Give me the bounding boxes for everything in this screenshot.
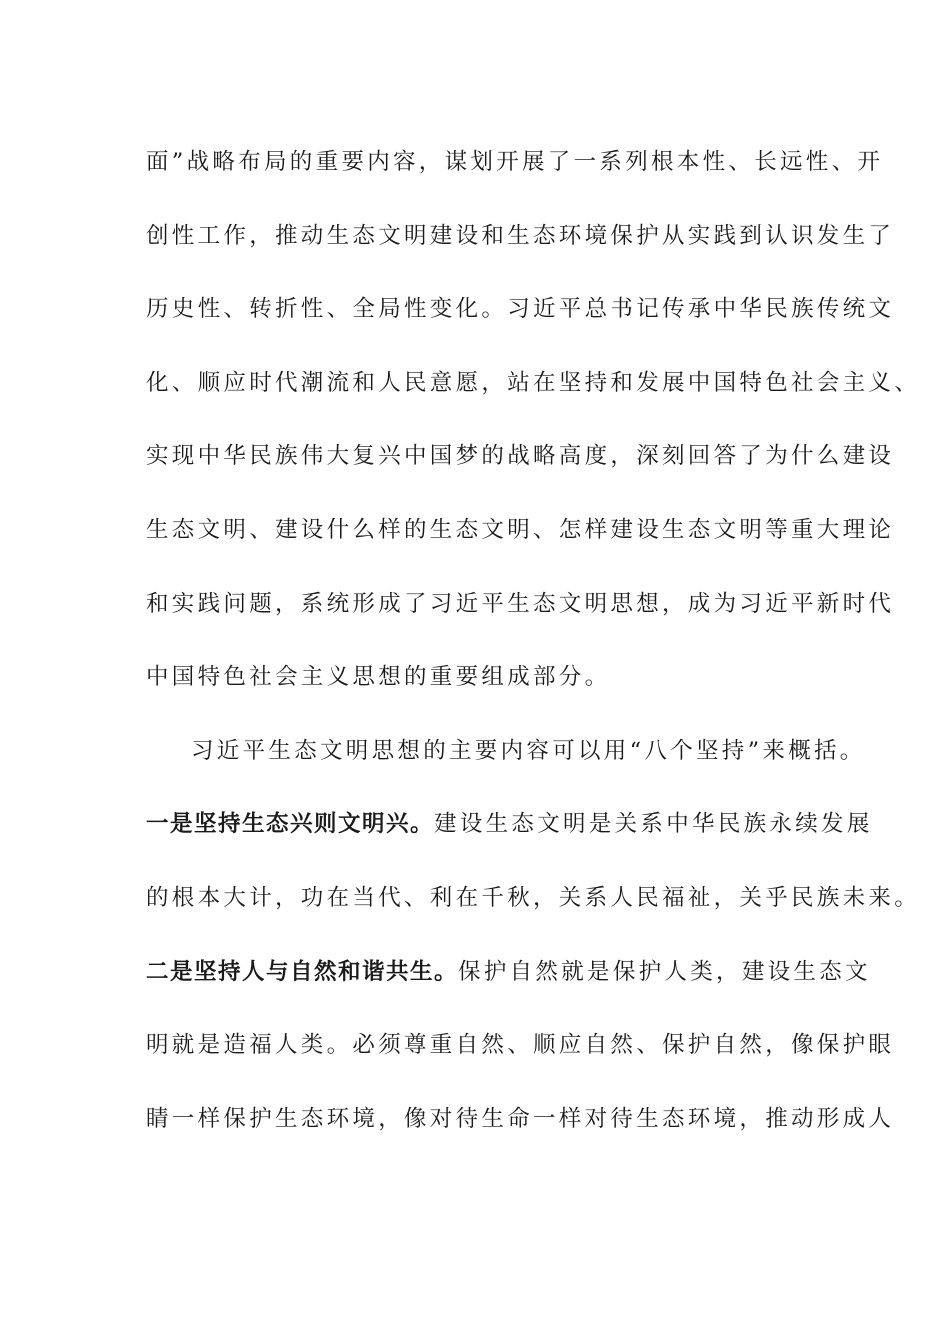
text-line: 生态文明、建设什么样的生态文明、怎样建设生态文明等重大理论 — [146, 516, 895, 543]
text-line: 实现中华民族伟大复兴中国梦的战略高度，深刻回答了为什么建设 — [146, 443, 895, 470]
text-line: 创性工作，推动生态文明建设和生态环境保护从实践到认识发生了 — [146, 222, 895, 249]
text-line: 和实践问题，系统形成了习近平生态文明思想，成为习近平新时代 — [146, 590, 895, 617]
text-line-with-heading — [146, 936, 871, 1010]
text-line: 面”战略布局的重要内容，谋划开展了一系列根本性、长远性、开 — [146, 149, 884, 175]
paragraph-intro-line: 习近平生态文明思想的主要内容可以用“八个坚持”来概括。 — [191, 737, 866, 764]
bold-heading-1: 一是坚持生态兴则文明兴。 — [146, 811, 435, 838]
bold-heading-2: 二是坚持人与自然和谐共生。 — [146, 958, 459, 985]
body-text — [146, 126, 921, 1156]
text-line: 历史性、转折性、全局性变化。习近平总书记传承中华民族传统文 — [146, 296, 895, 323]
text-span: 保护自然就是保护人类，建设生态文 — [458, 958, 871, 985]
text-line: 睛一样保护生态环境，像对待生命一样对待生态环境，推动形成人 — [146, 1105, 895, 1132]
text-line: 明就是造福人类。必须尊重自然、顺应自然、保护自然，像保护眼 — [146, 1032, 895, 1059]
text-line: 中国特色社会主义思想的重要组成部分。 — [146, 664, 611, 691]
text-line: 化、顺应时代潮流和人民意愿，站在坚持和发展中国特色社会主义、 — [146, 369, 921, 396]
text-line: 的根本大计，功在当代、利在千秋，关系人民福祉，关乎民族未来。 — [146, 884, 921, 911]
text-span: 建设生态文明是关系中华民族永续发展 — [434, 811, 873, 838]
text-line-with-heading — [146, 788, 873, 862]
